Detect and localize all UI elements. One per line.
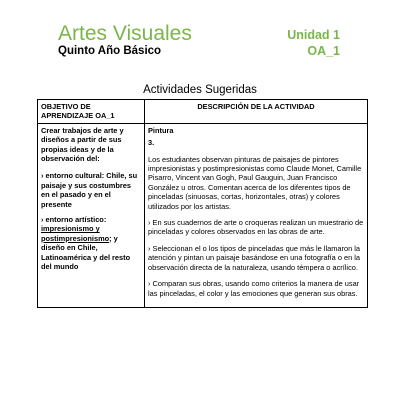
page-header xyxy=(0,0,400,70)
activity-number: 3. xyxy=(148,138,155,148)
objective-cultural: › entorno cultural: Chile, su paisaje y sus costumbres en el pasado y en el presente xyxy=(41,171,138,209)
activity-paragraph: Los estudiantes observan pinturas de paisajes de pintores impresionistas y postimpresionistas como Claude Monet, Camille Pisarro, Vincent van Gogh, Paul Gauguin, Juan Francisco González u otros. Comentan acerca de los diferentes tipos de pinceladas (sinuosas, cortas, horizontales, otras) y colores utilizados por los artistas. xyxy=(148,154,362,211)
activity-paragraph: › Seleccionan el o los tipos de pinceladas que más le llamaron la atención y pintan un paisaje basándose en una fotografía o en la observación directa de la naturaleza, usando témpera o acrílico. xyxy=(148,243,361,272)
table-row xyxy=(38,123,368,307)
objective-header: OBJETIVO DE APRENDIZAJE OA_1 xyxy=(38,100,145,124)
objective-intro: Crear trabajos de arte y diseños a partir de sus propias ideas y de la observación del: xyxy=(41,125,124,164)
activity-category: Pintura xyxy=(148,125,174,135)
oa-label: OA_1 xyxy=(307,44,340,58)
section-title: Actividades Sugeridas xyxy=(143,84,257,96)
objective-cell xyxy=(38,123,145,307)
objective-artistic xyxy=(41,215,141,271)
description-header: DESCRIPCIÓN DE LA ACTIVIDAD xyxy=(145,100,368,124)
activity-paragraph: › En sus cuadernos de arte o croqueras realizan un muestrario de pinceladas y colores observados en las obras de arte. xyxy=(148,218,364,237)
grade-subtitle: Quinto Año Básico xyxy=(58,45,162,57)
activity-paragraph: › Comparan sus obras, usando como criterios la manera de usar las pinceladas, el color y las emociones que generan sus obras. xyxy=(148,279,360,298)
unit-label: Unidad 1 xyxy=(287,28,340,42)
activities-table xyxy=(37,99,368,308)
impresionismo-link[interactable]: impresionismo y postimpresionismo xyxy=(41,224,110,243)
description-cell xyxy=(145,123,368,307)
artistic-suffix: ; y diseño en Chile, Latinoamérica y del resto del mundo xyxy=(41,233,131,272)
table-header-row xyxy=(38,100,368,124)
document-title: Artes Visuales xyxy=(58,22,192,45)
artistic-prefix: › entorno artístico: xyxy=(41,215,107,225)
